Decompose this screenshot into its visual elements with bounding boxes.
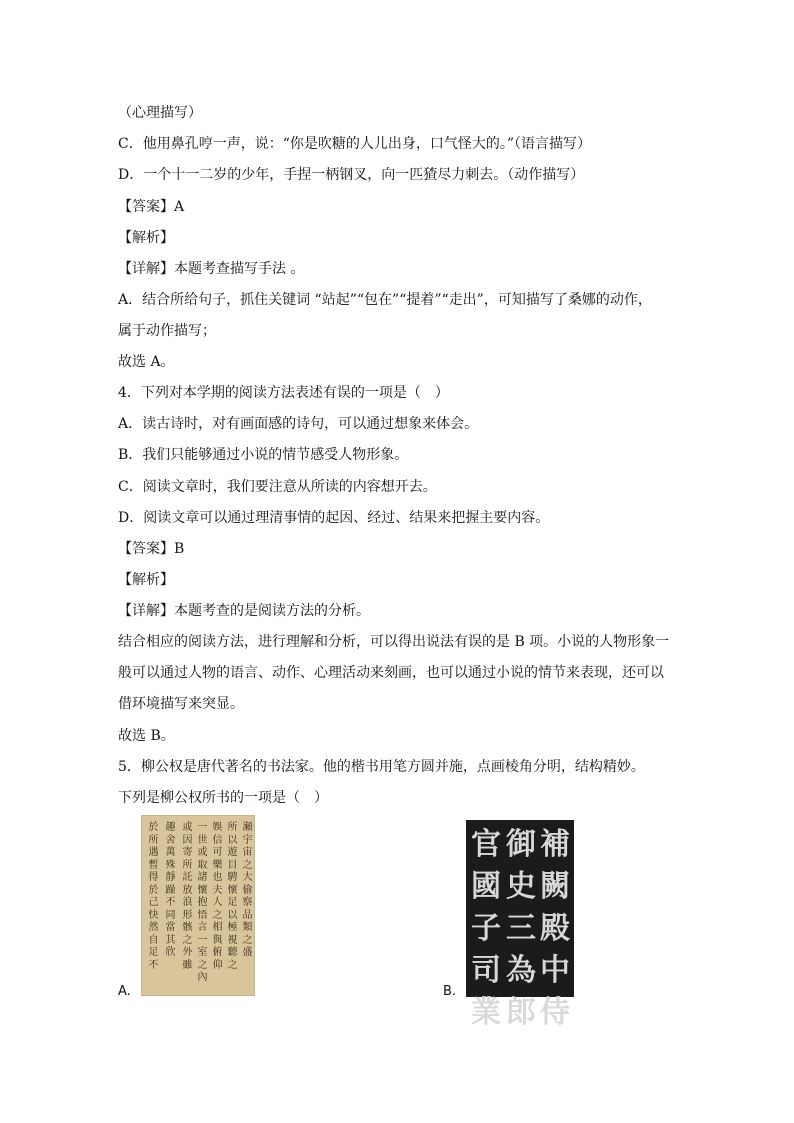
calligraphy-column: 瀬宇宙之大偷察品類之盛 — [242, 822, 253, 958]
analysis-label: 【解析】 — [118, 230, 174, 246]
calligraphy-column: 御史三為郎 — [506, 827, 536, 1030]
calligraphy-image-a[interactable] — [141, 815, 255, 996]
calligraphy-column: 補闕殿中侍 — [540, 827, 570, 1030]
conclusion-line: 故选 B。 — [118, 728, 175, 744]
option-d-line: D．一个十一二岁的少年，手捏一柄钢叉，向一匹猹尽力刺去。（动作描写） — [118, 167, 585, 183]
question-4-option-a: A．读古诗时，对有画面感的诗句，可以通过想象来体会。 — [118, 416, 479, 432]
option-c-line: C．他用鼻孔哼一声，说：“你是吹糖的人儿出身，口气怪大的。”（语言描写） — [118, 136, 592, 152]
explanation-line: 般可以通过人物的语言、动作、心理活动来刻画，也可以通过小说的情节来表现，还可以 — [118, 665, 664, 681]
answer-label: 【答案】A — [118, 199, 185, 215]
analysis-label: 【解析】 — [118, 572, 174, 588]
text-line: （心理描写） — [118, 105, 202, 121]
calligraphy-column: 趣舍萬殊靜躁不同當其欣 — [165, 822, 176, 958]
question-4-stem: 4．下列对本学期的阅读方法表述有误的一项是（ ） — [118, 385, 449, 401]
option-a-label: A. — [118, 984, 131, 999]
question-4-option-b: B．我们只能够通过小说的情节感受人物形象。 — [118, 447, 409, 463]
calligraphy-column: 或因寄所託放浪形骸之外雖 — [182, 822, 193, 971]
detail-label: 【详解】本题考查描写手法 。 — [118, 261, 305, 277]
calligraphy-column: 所以遊目騁懷足以極視聽之 — [227, 822, 238, 971]
question-5-stem: 5．柳公权是唐代著名的书法家。他的楷书用笔方圆并施，点画棱角分明，结构精妙。 — [118, 759, 645, 775]
explanation-line: A．结合所给句子，抓住关键词 “站起”“包在”“提着”“走出”，可知描写了桑娜的动作， — [118, 292, 652, 308]
calligraphy-image-b[interactable] — [466, 820, 574, 1030]
question-5-stem: 下列是柳公权所书的一项是（ ） — [118, 790, 328, 806]
answer-label: 【答案】B — [118, 541, 185, 557]
explanation-line: 借环境描写来突显。 — [118, 696, 244, 712]
explanation-line: 结合相应的阅读方法，进行理解和分析，可以得出说法有误的是 B 项。小说的人物形象一 — [118, 634, 670, 650]
option-b-label: B. — [443, 984, 457, 999]
calligraphy-column: 娛信可樂也夫人之相與俯仰 — [212, 822, 223, 971]
conclusion-line: 故选 A。 — [118, 354, 175, 370]
calligraphy-column: 一世或取諸懷抱悟言一室之內 — [197, 822, 208, 983]
calligraphy-column: 官國子司業 — [471, 827, 501, 1030]
explanation-line: 属于动作描写； — [118, 323, 216, 339]
detail-label: 【详解】本题考查的是阅读方法的分析。 — [118, 603, 370, 619]
question-4-option-c: C．阅读文章时，我们要注意从所读的内容想开去。 — [118, 479, 437, 495]
calligraphy-column: 於所遇暫得於己快然自足不 — [148, 822, 159, 971]
question-4-option-d: D．阅读文章可以通过理清事情的起因、经过、结果来把握主要内容。 — [118, 510, 550, 526]
